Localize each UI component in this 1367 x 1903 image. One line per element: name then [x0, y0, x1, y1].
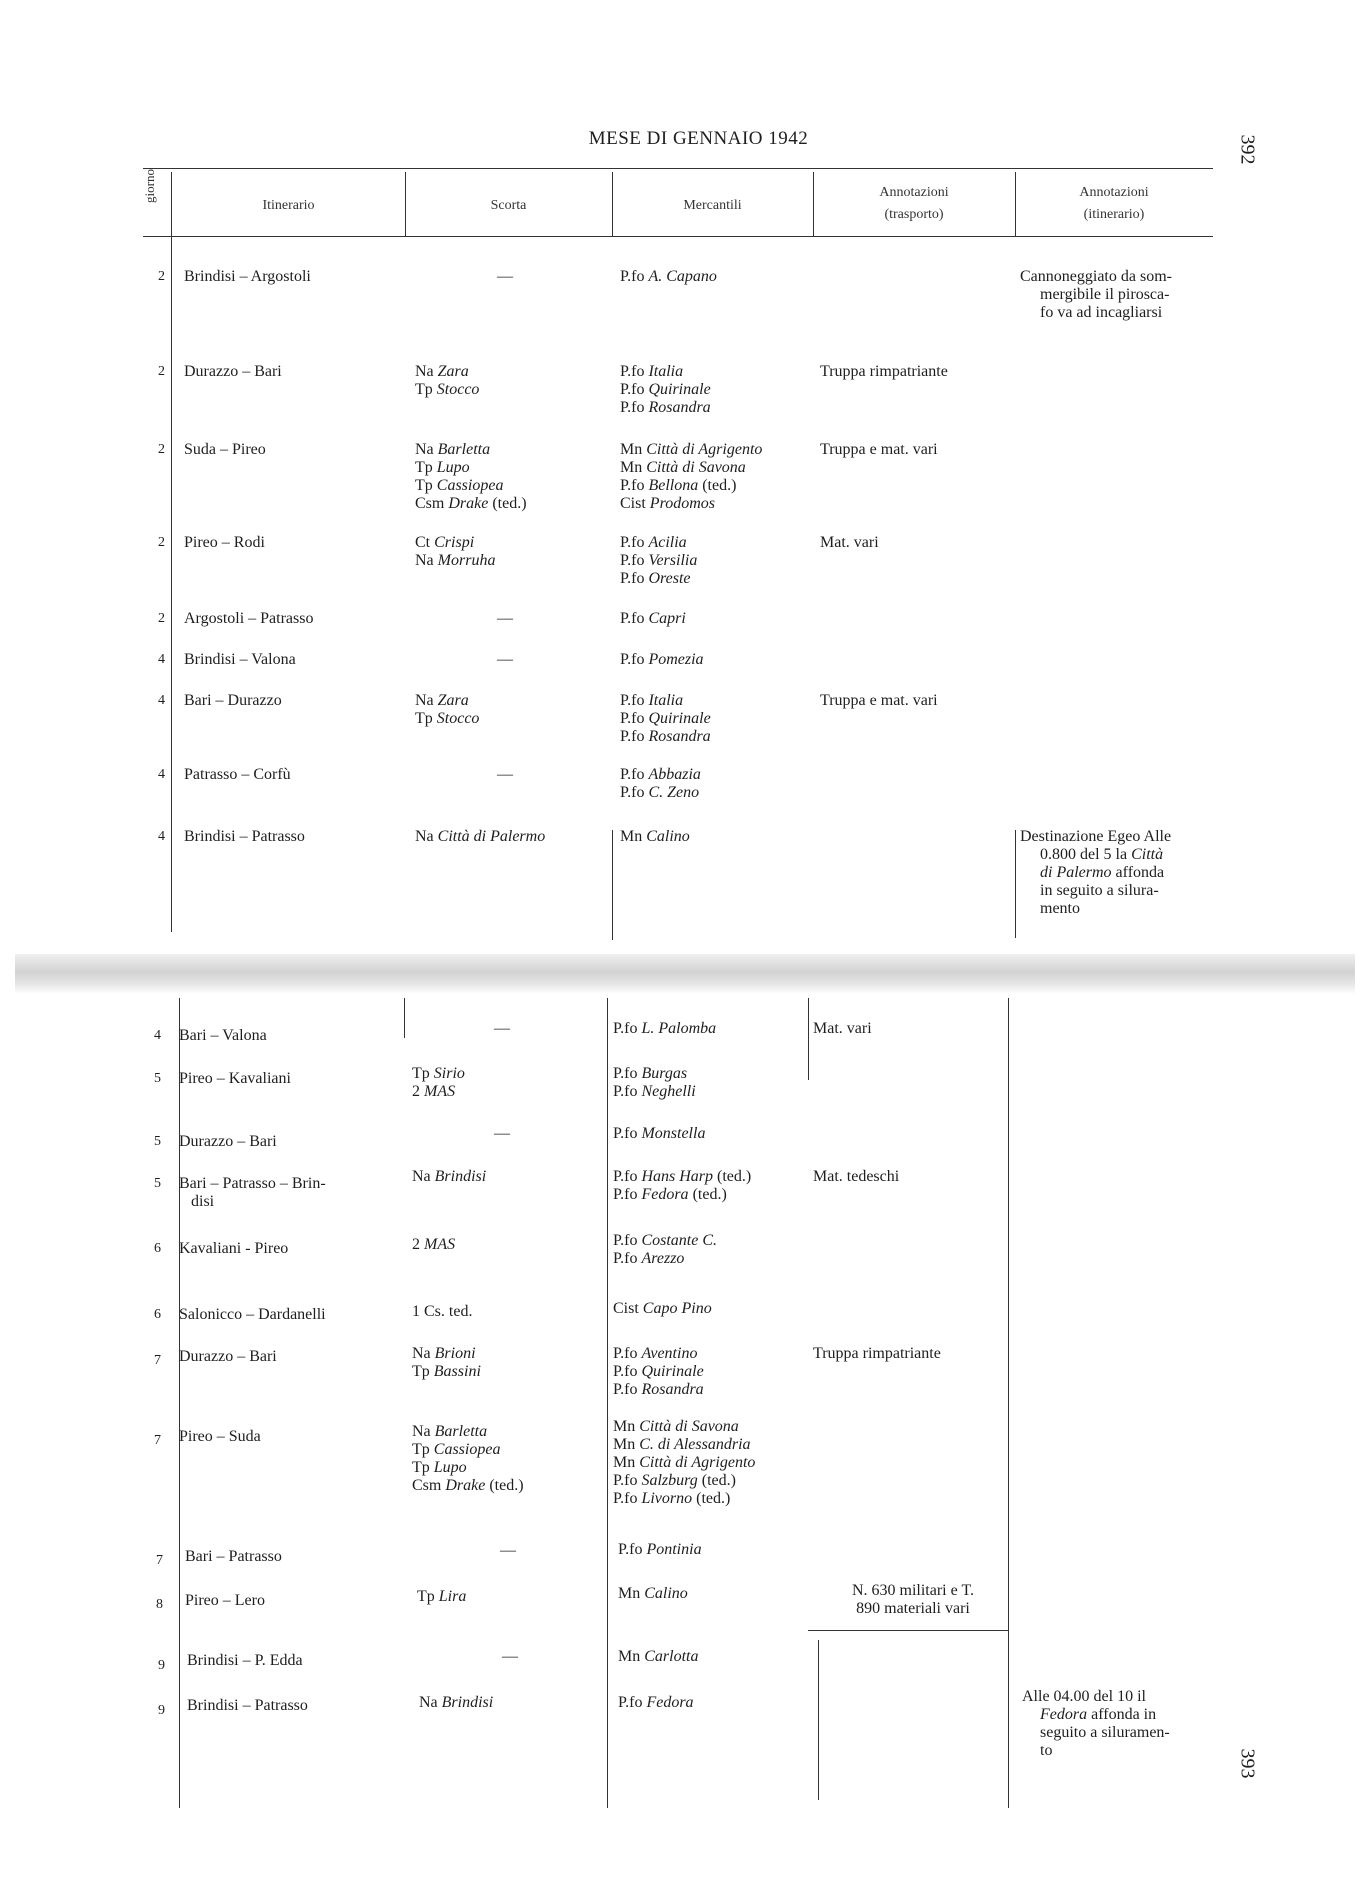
col-divider	[1008, 998, 1009, 1808]
itinerary-cell: Durazzo – Bari	[184, 363, 282, 380]
itinerary-cell: Salonicco – Dardanelli	[179, 1306, 326, 1323]
escort-cell: —	[497, 651, 513, 668]
escort-cell: 1 Cs. ted.	[412, 1303, 473, 1320]
itinerary-cell: Suda – Pireo	[184, 441, 266, 458]
header-scorta: Scorta	[490, 198, 527, 213]
merchant-cell: P.fo Aventino P.fo Quirinale P.fo Rosandra	[613, 1345, 704, 1398]
itinerary-cell: Bari – Patrasso – Brin- disi	[179, 1175, 326, 1210]
page-number-bottom: 393	[1236, 1748, 1259, 1779]
merchant-cell: Mn Calino	[620, 828, 690, 845]
header-mercantili: Mercantili	[683, 198, 742, 213]
escort-cell: Na Brioni Tp Bassini	[412, 1345, 481, 1380]
escort-cell: Na Città di Palermo	[415, 828, 546, 845]
day-cell: 7	[156, 1553, 163, 1568]
merchant-cell: P.fo Monstella	[613, 1125, 706, 1142]
merchant-cell: P.fo Italia P.fo Quirinale P.fo Rosandra	[620, 692, 711, 745]
escort-cell: 2 MAS	[412, 1236, 456, 1253]
escort-cell: Na Brindisi	[412, 1168, 487, 1185]
escort-cell: —	[497, 766, 513, 783]
itinerary-cell: Kavaliani - Pireo	[179, 1240, 289, 1257]
merchant-cell: Cist Capo Pino	[613, 1300, 712, 1317]
itinerary-cell: Brindisi – Argostoli	[184, 268, 311, 285]
merchant-cell: Mn Calino	[618, 1585, 688, 1602]
header-annotazioni-itinerario: Annotazioni (itinerario)	[1079, 185, 1149, 222]
day-cell: 5	[154, 1071, 161, 1086]
day-cell: 4	[158, 829, 165, 844]
col-divider	[171, 172, 172, 932]
day-cell: 6	[154, 1241, 161, 1256]
merchant-cell: P.fo Burgas P.fo Neghelli	[613, 1065, 696, 1100]
merchant-cell: P.fo Italia P.fo Quirinale P.fo Rosandra	[620, 363, 711, 416]
transport-cell: Mat. tedeschi	[813, 1168, 900, 1185]
merchant-cell: P.fo Abbazia P.fo C. Zeno	[620, 766, 701, 801]
merchant-cell: P.fo Hans Harp (ted.) P.fo Fedora (ted.)	[613, 1168, 752, 1203]
merchant-cell: P.fo Fedora	[618, 1694, 694, 1711]
escort-cell: Na Barletta Tp Cassiopea Tp Lupo Csm Drake (ted.)	[412, 1423, 524, 1494]
annotation-itinerary: Alle 04.00 del 10 il Fedora affonda in seguito a siluramen- to	[1022, 1688, 1170, 1759]
annotation-itinerary: Cannoneggiato da som- mergibile il piroscа- fo va ad incagliarsi	[1020, 268, 1172, 321]
merchant-cell: P.fo Capri	[620, 610, 686, 627]
itinerary-cell: Pireo – Kavaliani	[179, 1070, 291, 1087]
transport-cell: N. 630 militari e T. 890 materiali vari	[851, 1582, 975, 1617]
day-cell: 2	[158, 364, 165, 379]
col-divider	[607, 998, 608, 1808]
row-rule	[808, 1630, 1008, 1631]
transport-cell: Truppa rimpatriante	[820, 363, 948, 380]
escort-cell: —	[494, 1125, 510, 1142]
col-divider	[808, 998, 809, 1080]
scan-boundary	[15, 954, 1355, 994]
day-cell: 6	[154, 1307, 161, 1322]
itinerary-cell: Bari – Durazzo	[184, 692, 282, 709]
day-cell: 4	[158, 652, 165, 667]
day-cell: 2	[158, 535, 165, 550]
escort-cell: Na Barletta Tp Lupo Tp Cassiopea Csm Drake (ted.)	[415, 441, 527, 512]
itinerary-cell: Bari – Patrasso	[185, 1548, 282, 1565]
day-cell: 5	[154, 1134, 161, 1149]
table-top-rule	[143, 168, 1213, 169]
itinerary-cell: Durazzo – Bari	[179, 1348, 277, 1365]
merchant-cell: Mn Carlotta	[618, 1648, 699, 1665]
escort-cell: Tp Sirio 2 MAS	[412, 1065, 465, 1100]
day-cell: 5	[154, 1176, 161, 1191]
transport-cell: Mat. vari	[813, 1020, 872, 1037]
merchant-cell: P.fo Costante C. P.fo Arezzo	[613, 1232, 718, 1267]
day-cell: 8	[156, 1597, 163, 1612]
col-divider	[404, 998, 405, 1038]
day-cell: 2	[158, 611, 165, 626]
itinerary-cell: Pireo – Rodi	[184, 534, 265, 551]
page-title: MESE DI GENNAIO 1942	[588, 128, 809, 149]
annotation-itinerary: Destinazione Egeo Alle 0.800 del 5 la Città di Palermo affonda in seguito a silura- mento	[1020, 828, 1172, 917]
day-cell: 4	[158, 693, 165, 708]
day-cell: 2	[158, 442, 165, 457]
itinerary-cell: Durazzo – Bari	[179, 1133, 277, 1150]
col-divider	[179, 998, 180, 1808]
day-cell: 9	[158, 1658, 165, 1673]
itinerary-cell: Brindisi – Patrasso	[184, 828, 305, 845]
itinerary-cell: Argostoli – Patrasso	[184, 610, 314, 627]
merchant-cell: Mn Città di Savona Mn C. di Alessandria Mn Città di Agrigento P.fo Salzburg (ted.) P.fo Livorno (ted.)	[613, 1418, 756, 1507]
itinerary-cell: Patrasso – Corfù	[184, 766, 291, 783]
transport-cell: Mat. vari	[820, 534, 879, 551]
itinerary-cell: Pireo – Suda	[179, 1428, 261, 1445]
day-cell: 4	[154, 1028, 161, 1043]
itinerary-cell: Pireo – Lero	[185, 1592, 265, 1609]
merchant-cell: P.fo L. Palomba	[613, 1020, 717, 1037]
merchant-cell: P.fo Pontinia	[618, 1541, 702, 1558]
escort-cell: Tp Lira	[417, 1588, 467, 1605]
escort-cell: Na Zara Tp Stocco	[415, 692, 480, 727]
escort-cell: —	[497, 268, 513, 285]
header-giorno: giorno	[142, 169, 157, 203]
escort-cell: Na Zara Tp Stocco	[415, 363, 480, 398]
page-number-top: 392	[1236, 134, 1259, 165]
header-bottom-rule	[143, 236, 1213, 237]
itinerary-cell: Brindisi – Patrasso	[187, 1697, 308, 1714]
escort-cell: —	[494, 1020, 510, 1037]
day-cell: 7	[154, 1353, 161, 1368]
merchant-cell: P.fo A. Capano	[620, 268, 717, 285]
col-divider	[1015, 830, 1016, 938]
itinerary-cell: Bari – Valona	[179, 1027, 267, 1044]
transport-cell: Truppa e mat. vari	[820, 441, 938, 458]
merchant-cell: Mn Città di Agrigento Mn Città di Savona P.fo Bellona (ted.) Cist Prodomos	[620, 441, 763, 512]
merchant-cell: P.fo Acilia P.fo Versilia P.fo Oreste	[620, 534, 698, 587]
escort-cell: Ct Crispi Na Morruha	[415, 534, 496, 569]
col-divider	[612, 830, 613, 940]
day-cell: 7	[154, 1433, 161, 1448]
escort-cell: —	[502, 1648, 518, 1665]
day-cell: 9	[158, 1703, 165, 1718]
escort-cell: —	[500, 1542, 516, 1559]
transport-cell: Truppa rimpatriante	[813, 1345, 941, 1362]
escort-cell: Na Brindisi	[419, 1694, 494, 1711]
day-cell: 4	[158, 767, 165, 782]
header-annotazioni-trasporto: Annotazioni (trasporto)	[879, 185, 949, 222]
escort-cell: —	[497, 610, 513, 627]
merchant-cell: P.fo Pomezia	[620, 651, 704, 668]
header-itinerario: Itinerario	[262, 198, 315, 213]
itinerary-cell: Brindisi – Valona	[184, 651, 296, 668]
col-divider	[818, 1640, 819, 1800]
itinerary-cell: Brindisi – P. Edda	[187, 1652, 303, 1669]
day-cell: 2	[158, 269, 165, 284]
transport-cell: Truppa e mat. vari	[820, 692, 938, 709]
